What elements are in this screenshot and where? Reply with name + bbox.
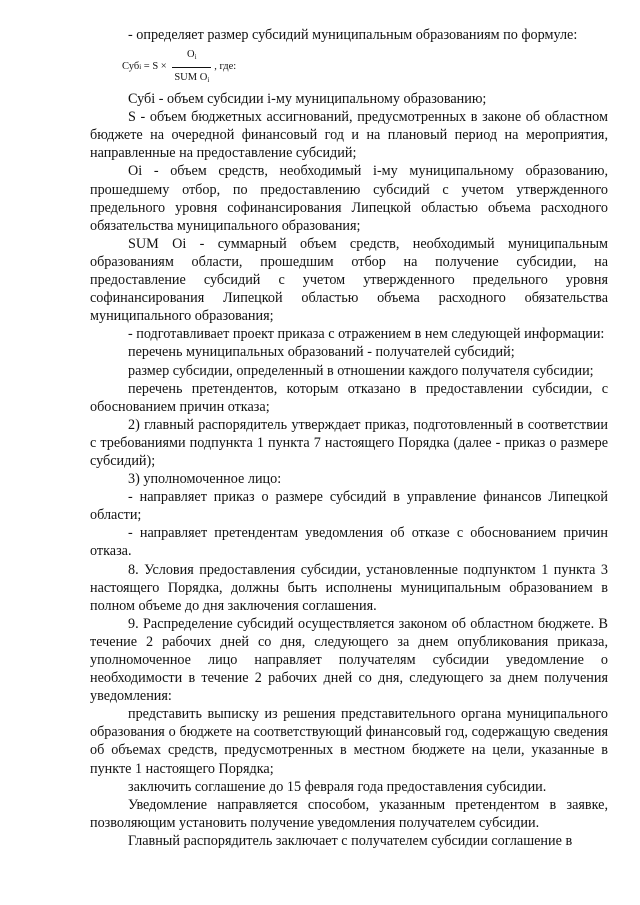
formula-equals: = S × bbox=[141, 61, 170, 73]
formula-lhs: Суб bbox=[122, 61, 140, 73]
formula-tail: , где: bbox=[214, 61, 237, 73]
paragraph-agreement-deadline: заключить соглашение до 15 февраля года предоставления субсидии. bbox=[128, 778, 547, 795]
paragraph-item-2: 2) главный распорядитель утверждает приказ, подготовленный в соответствии с требованиями подпункта 1 пункта 7 настоящего Порядка (далее - приказ о размере субсидий); bbox=[90, 416, 608, 469]
formula-fraction bbox=[172, 46, 211, 89]
paragraph-list-recipients: перечень муниципальных образований - получателей субсидий; bbox=[128, 344, 515, 361]
paragraph-oi-def: Oi - объем средств, необходимый i-му муниципальному образованию, прошедшему отбор, по предоставлению субсидий с учетом утвержденного предельного уровня софинансирования Липецкой областью объема расходного обязательства муниципального образования; bbox=[90, 163, 608, 234]
paragraph-extract: представить выписку из решения представительного органа муниципального образования о бюджете на соответствующий финансовый год, содержащую сведения об объемах средств, предусмотренных в местном бюджете на цели, указанные в пункте 1 настоящего Порядка; bbox=[90, 706, 608, 777]
paragraph-item-3: 3) уполномоченное лицо: bbox=[128, 471, 282, 488]
paragraph-prepare-order: - подготавливает проект приказа с отражением в нем следующей информации: bbox=[128, 326, 605, 343]
paragraph-send-order: - направляет приказ о размере субсидий в управление финансов Липецкой области; bbox=[90, 489, 608, 524]
paragraph-sub-def: Субi - объем субсидии i-му муниципальному образованию; bbox=[128, 91, 487, 108]
paragraph-refused-list: перечень претендентов, которым отказано в предоставлении субсидии, с обоснованием причин отказа; bbox=[90, 380, 608, 415]
document-page bbox=[90, 26, 608, 850]
paragraph-notification-method: Уведомление направляется способом, указанным претендентом в заявке, позволяющим установить получение уведомления получателем субсидии. bbox=[90, 796, 608, 831]
paragraph-s-def: S - объем бюджетных ассигнований, предусмотренных в законе об областном бюджете на очередной финансовый год и на плановый период на мероприятия, направленные на предоставление субсидий; bbox=[90, 109, 608, 162]
paragraph-formula-intro: - определяет размер субсидий муниципальным образованиям по формуле: bbox=[128, 27, 578, 43]
paragraph-sum-def: SUM Oi - суммарный объем средств, необходимый муниципальным образованиям области, прошедшим отбор на получение субсидии, на предоставление субсидий с учетом утвержденного предельного уровня софинансирования Липецкой областью объема расходного обязательства муниципального образования; bbox=[90, 235, 608, 325]
formula-denominator: SUM $O_i$ bbox=[172, 67, 211, 89]
paragraph-item-9: 9. Распределение субсидий осуществляется законом об областном бюджете. В течение 2 рабочих дней со дня, следующего за днем опубликования приказа, уполномоченное лицо направляет получателям субсидии уведомление о необходимости в течение 2 рабочих дней со дня, следующего за днем получения уведомления: bbox=[90, 615, 608, 705]
paragraph-agreement-continue: Главный распорядитель заключает с получателем субсидии соглашение в bbox=[128, 832, 573, 849]
paragraph-item-8: 8. Условия предоставления субсидии, установленные подпунктом 1 пункта 3 настоящего Порядка, должны быть исполнены муниципальным образованием в полном объеме до дня заключения соглашения. bbox=[90, 561, 608, 614]
subsidy-formula bbox=[122, 44, 608, 90]
paragraph-subsidy-size: размер субсидии, определенный в отношении каждого получателя субсидии; bbox=[128, 362, 594, 379]
formula-numerator: $O_i$ bbox=[187, 48, 197, 61]
paragraph-send-refusal: - направляет претендентам уведомления об отказе с обоснованием причин отказа. bbox=[90, 525, 608, 560]
formula-lhs-sub: i bbox=[139, 63, 142, 72]
